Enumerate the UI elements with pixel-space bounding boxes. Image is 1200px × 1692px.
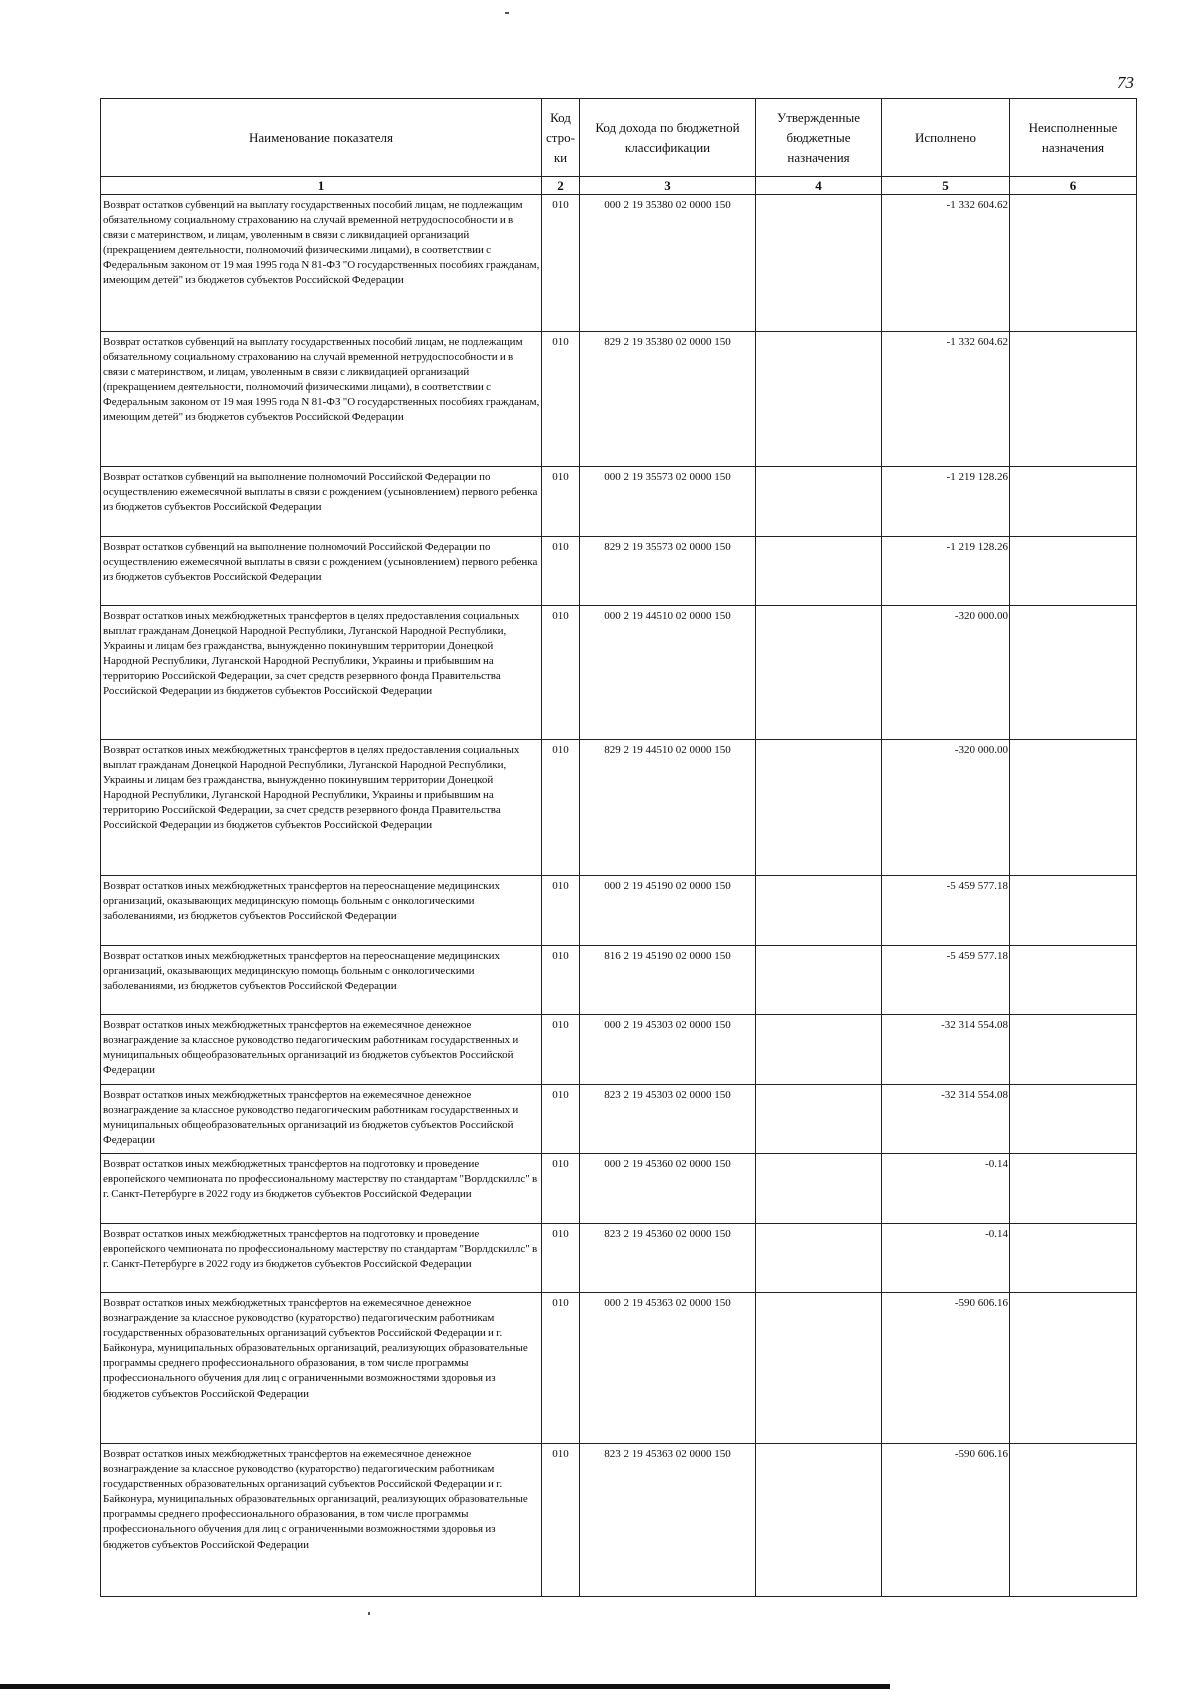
unexecuted-cell [1010,332,1137,467]
unexecuted-cell [1010,1085,1137,1154]
column-number-row [101,177,1137,195]
scan-mark [505,12,509,14]
executed-cell: -1 332 604.62 [882,195,1010,332]
income-code-cell: 000 2 19 45303 02 0000 150 [580,1015,756,1085]
indicator-name-cell: Возврат остатков иных межбюджетных трансфертов на подготовку и проведение европейского чемпионата по профессиональному мастерству по стандартам "Ворлдскиллс" в г. Санкт-Петербурге в 2022 году из бюджетов субъектов Российской Федерации [101,1224,542,1293]
table-row [101,537,1137,606]
table-row [101,1085,1137,1154]
line-code-cell: 010 [542,195,580,332]
column-number: 1 [101,177,542,195]
indicator-name-cell: Возврат остатков иных межбюджетных трансфертов на переоснащение медицинских организаций, оказывающих медицинскую помощь больным с онкологическими заболеваниями, из бюджетов субъектов Российской Федерации [101,946,542,1015]
executed-cell: -320 000.00 [882,740,1010,876]
unexecuted-cell [1010,876,1137,946]
column-number: 3 [580,177,756,195]
approved-cell [756,1444,882,1597]
income-code-cell: 000 2 19 35380 02 0000 150 [580,195,756,332]
table-row [101,1154,1137,1224]
indicator-name-cell: Возврат остатков иных межбюджетных трансфертов в целях предоставления социальных выплат гражданам Донецкой Народной Республики, Луганской Народной Республики, Украины и лицам без гражданства, вынужденно покинувшим территории Донецкой Народной Республики, Луганской Народной Республики, Украины и прибывшим на территорию Российской Федерации, за счет средств резервного фонда Правительства Российской Федерации из бюджетов субъектов Российской Федерации [101,740,542,876]
line-code-cell: 010 [542,1154,580,1224]
header-row [101,99,1137,177]
income-code-cell: 000 2 19 45190 02 0000 150 [580,876,756,946]
income-code-cell: 000 2 19 44510 02 0000 150 [580,606,756,740]
income-code-cell: 829 2 19 44510 02 0000 150 [580,740,756,876]
income-code-cell: 829 2 19 35380 02 0000 150 [580,332,756,467]
income-code-cell: 000 2 19 45363 02 0000 150 [580,1293,756,1444]
line-code-cell: 010 [542,467,580,537]
approved-cell [756,332,882,467]
unexecuted-cell [1010,195,1137,332]
header-executed: Исполнено [882,99,1010,177]
header-approved: Утвержденные бюджетные назначения [756,99,882,177]
executed-cell: -32 314 554.08 [882,1085,1010,1154]
table-row [101,332,1137,467]
executed-cell: -32 314 554.08 [882,1015,1010,1085]
executed-cell: -0.14 [882,1154,1010,1224]
executed-cell: -590 606.16 [882,1293,1010,1444]
executed-cell: -1 219 128.26 [882,467,1010,537]
executed-cell: -1 219 128.26 [882,537,1010,606]
approved-cell [756,876,882,946]
unexecuted-cell [1010,606,1137,740]
scan-mark [368,1612,370,1615]
approved-cell [756,1085,882,1154]
indicator-name-cell: Возврат остатков субвенций на выполнение полномочий Российской Федерации по осуществлению ежемесячной выплаты в связи с рождением (усыновлением) первого ребенка из бюджетов субъектов Российской Федерации [101,537,542,606]
line-code-cell: 010 [542,1224,580,1293]
column-number: 6 [1010,177,1137,195]
header-income-code: Код дохода по бюджетной классификации [580,99,756,177]
indicator-name-cell: Возврат остатков субвенций на выплату государственных пособий лицам, не подлежащим обязательному социальному страхованию на случай временной нетрудоспособности и в связи с материнством, и лицам, уволенным в связи с ликвидацией организаций (прекращением деятельности, полномочий физическими лицами), в соответствии с Федеральным законом от 19 мая 1995 года N 81-ФЗ "О государственных пособиях гражданам, имеющим детей" из бюджетов субъектов Российской Федерации [101,332,542,467]
indicator-name-cell: Возврат остатков иных межбюджетных трансфертов на подготовку и проведение европейского чемпионата по профессиональному мастерству по стандартам "Ворлдскиллс" в г. Санкт-Петербурге в 2022 году из бюджетов субъектов Российской Федерации [101,1154,542,1224]
indicator-name-cell: Возврат остатков иных межбюджетных трансфертов в целях предоставления социальных выплат гражданам Донецкой Народной Республики, Луганской Народной Республики, Украины и лицам без гражданства, вынужденно покинувшим территории Донецкой Народной Республики, Луганской Народной Республики, Украины и прибывшим на территорию Российской Федерации, за счет средств резервного фонда Правительства Российской Федерации из бюджетов субъектов Российской Федерации [101,606,542,740]
table-row [101,1444,1137,1597]
header-unexecuted: Неисполненные назначения [1010,99,1137,177]
executed-cell: -590 606.16 [882,1444,1010,1597]
indicator-name-cell: Возврат остатков иных межбюджетных трансфертов на ежемесячное денежное вознаграждение за классное руководство педагогическим работникам государственных и муниципальных общеобразовательных организаций из бюджетов субъектов Российской Федерации [101,1015,542,1085]
unexecuted-cell [1010,1154,1137,1224]
income-code-cell: 823 2 19 45303 02 0000 150 [580,1085,756,1154]
unexecuted-cell [1010,1444,1137,1597]
unexecuted-cell [1010,1293,1137,1444]
line-code-cell: 010 [542,1444,580,1597]
line-code-cell: 010 [542,1085,580,1154]
approved-cell [756,740,882,876]
income-code-cell: 829 2 19 35573 02 0000 150 [580,537,756,606]
header-indicator-name: Наименование показателя [101,99,542,177]
approved-cell [756,467,882,537]
table-row [101,740,1137,876]
column-number: 5 [882,177,1010,195]
line-code-cell: 010 [542,1015,580,1085]
table-row [101,876,1137,946]
line-code-cell: 010 [542,606,580,740]
line-code-cell: 010 [542,876,580,946]
approved-cell [756,1154,882,1224]
unexecuted-cell [1010,467,1137,537]
unexecuted-cell [1010,537,1137,606]
line-code-cell: 010 [542,332,580,467]
indicator-name-cell: Возврат остатков субвенций на выполнение полномочий Российской Федерации по осуществлению ежемесячной выплаты в связи с рождением (усыновлением) первого ребенка из бюджетов субъектов Российской Федерации [101,467,542,537]
unexecuted-cell [1010,946,1137,1015]
table-body [101,195,1137,1597]
line-code-cell: 010 [542,946,580,1015]
income-code-cell: 823 2 19 45363 02 0000 150 [580,1444,756,1597]
executed-cell: -320 000.00 [882,606,1010,740]
scan-edge-rule [0,1684,890,1689]
income-code-cell: 000 2 19 45360 02 0000 150 [580,1154,756,1224]
approved-cell [756,1015,882,1085]
income-code-cell: 823 2 19 45360 02 0000 150 [580,1224,756,1293]
approved-cell [756,195,882,332]
approved-cell [756,606,882,740]
indicator-name-cell: Возврат остатков иных межбюджетных трансфертов на ежемесячное денежное вознаграждение за классное руководство (кураторство) педагогическим работникам государственных образовательных организаций субъектов Российской Федерации и г. Байконура, муниципальных образовательных организаций, реализующих образовательные программы среднего профессионального образования, в том числе программы профессионального обучения для лиц с ограниченными возможностями здоровья из бюджетов субъектов Российской Федерации [101,1293,542,1444]
approved-cell [756,1293,882,1444]
indicator-name-cell: Возврат остатков иных межбюджетных трансфертов на ежемесячное денежное вознаграждение за классное руководство (кураторство) педагогическим работникам государственных образовательных организаций субъектов Российской Федерации и г. Байконура, муниципальных образовательных организаций, реализующих образовательные программы среднего профессионального образования, в том числе программы профессионального обучения для лиц с ограниченными возможностями здоровья из бюджетов субъектов Российской Федерации [101,1444,542,1597]
column-number: 4 [756,177,882,195]
table-row [101,195,1137,332]
page-number: 73 [1117,73,1134,92]
table-row [101,606,1137,740]
budget-report-table [100,98,1137,1597]
line-code-cell: 010 [542,1293,580,1444]
executed-cell: -1 332 604.62 [882,332,1010,467]
line-code-cell: 010 [542,537,580,606]
executed-cell: -0.14 [882,1224,1010,1293]
executed-cell: -5 459 577.18 [882,876,1010,946]
income-code-cell: 816 2 19 45190 02 0000 150 [580,946,756,1015]
approved-cell [756,946,882,1015]
table-row [101,946,1137,1015]
unexecuted-cell [1010,740,1137,876]
unexecuted-cell [1010,1224,1137,1293]
indicator-name-cell: Возврат остатков субвенций на выплату государственных пособий лицам, не подлежащим обязательному социальному страхованию на случай временной нетрудоспособности и в связи с материнством, и лицам, уволенным в связи с ликвидацией организаций (прекращением деятельности, полномочий физическими лицами), в соответствии с Федеральным законом от 19 мая 1995 года N 81-ФЗ "О государственных пособиях гражданам, имеющим детей" из бюджетов субъектов Российской Федерации [101,195,542,332]
line-code-cell: 010 [542,740,580,876]
header-line-code: Код стро-ки [542,99,580,177]
table-row [101,1293,1137,1444]
column-number: 2 [542,177,580,195]
unexecuted-cell [1010,1015,1137,1085]
approved-cell [756,537,882,606]
table-row [101,1224,1137,1293]
income-code-cell: 000 2 19 35573 02 0000 150 [580,467,756,537]
approved-cell [756,1224,882,1293]
table-row [101,1015,1137,1085]
executed-cell: -5 459 577.18 [882,946,1010,1015]
indicator-name-cell: Возврат остатков иных межбюджетных трансфертов на ежемесячное денежное вознаграждение за классное руководство педагогическим работникам государственных и муниципальных общеобразовательных организаций из бюджетов субъектов Российской Федерации [101,1085,542,1154]
table-row [101,467,1137,537]
indicator-name-cell: Возврат остатков иных межбюджетных трансфертов на переоснащение медицинских организаций, оказывающих медицинскую помощь больным с онкологическими заболеваниями, из бюджетов субъектов Российской Федерации [101,876,542,946]
